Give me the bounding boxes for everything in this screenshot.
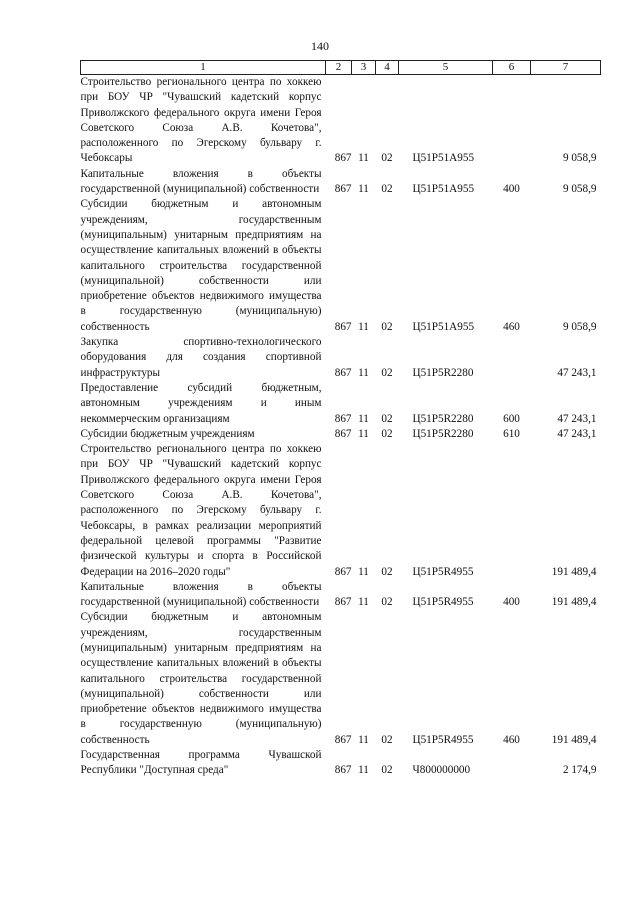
table-row: [81, 610, 601, 748]
row-name: Государственная программа Чувашской Республики "Доступная среда": [80, 749, 322, 777]
table-row: [81, 381, 601, 427]
table-row: [81, 580, 601, 611]
row-gr: 867: [334, 733, 352, 746]
column-header-pr: 4: [376, 61, 399, 75]
column-header-cs: 5: [399, 61, 493, 75]
row-cs: Ц51P5R2280: [412, 366, 474, 379]
table-row: [81, 427, 601, 442]
row-pr: 02: [381, 565, 393, 578]
row-gr: 867: [334, 596, 352, 609]
row-cs: Ц51P5R2280: [412, 427, 474, 440]
row-vr: [493, 335, 531, 381]
row-vr: 400: [503, 596, 520, 609]
row-sum: 191 489,4: [551, 733, 597, 746]
row-cs: Ц51P5R2280: [412, 412, 474, 425]
column-header-gr: 2: [326, 61, 352, 75]
row-rz: 11: [358, 733, 369, 746]
row-rz: 11: [358, 152, 369, 165]
row-gr: 867: [334, 427, 352, 440]
row-vr: [493, 748, 531, 779]
row-cs: Ц51P5R4955: [412, 565, 474, 578]
row-rz: 11: [358, 565, 369, 578]
row-pr: 02: [381, 366, 393, 379]
row-cs: Ч800000000: [412, 764, 471, 777]
table-row: [81, 167, 601, 198]
row-vr: 460: [503, 733, 520, 746]
column-header-rz: 3: [352, 61, 376, 75]
row-name: Субсидии бюджетным и автономным учреждениям, государственным (муниципальным) унитарным предприятиям на осуществление капитальных вложений в объекты капитального строительства государственной (муниципальной) собственности или приобретение объектов недвижимого имущества в государственную (муниципальную) собственность: [80, 198, 322, 333]
row-rz: 11: [358, 427, 369, 440]
row-rz: 11: [358, 596, 369, 609]
row-name: Предоставление субсидий бюджетным, автономным учреждениям и иным некоммерческим организациям: [80, 381, 322, 425]
row-sum: 47 243,1: [557, 427, 597, 440]
table-row: [81, 442, 601, 580]
row-sum: 9 058,9: [562, 183, 597, 196]
row-sum: 47 243,1: [557, 366, 597, 379]
row-cs: Ц51P5R4955: [412, 733, 474, 746]
row-sum: 9 058,9: [562, 152, 597, 165]
column-header-sum: 7: [531, 61, 601, 75]
row-vr: 400: [503, 183, 520, 196]
table-header: [81, 61, 601, 75]
row-pr: 02: [381, 183, 393, 196]
row-name: Капитальные вложения в объекты государственной (муниципальной) собственности: [80, 167, 322, 196]
table-row: [81, 335, 601, 381]
row-pr: 02: [381, 764, 393, 777]
row-sum: 47 243,1: [557, 412, 597, 425]
row-name: Закупка спортивно-технологического оборудования для создания спортивной инфраструктуры: [80, 336, 322, 379]
row-pr: 02: [381, 412, 393, 425]
page-number: 140: [311, 39, 329, 53]
row-sum: 2 174,9: [562, 764, 597, 777]
row-gr: 867: [334, 565, 352, 578]
row-name: Субсидии бюджетным и автономным учреждениям, государственным (муниципальным) унитарным предприятиям на осуществление капитальных вложений в объекты капитального строительства государственной (муниципальной) собственности или приобретение объектов недвижимого имущества в государственную (муниципальную) собственность: [80, 611, 322, 746]
row-vr: [493, 75, 531, 167]
row-name: Капитальные вложения в объекты государственной (муниципальной) собственности: [80, 580, 322, 609]
row-gr: 867: [334, 366, 352, 379]
row-pr: 02: [381, 733, 393, 746]
column-header-name: 1: [81, 61, 326, 75]
row-rz: 11: [358, 764, 369, 777]
row-gr: 867: [334, 412, 352, 425]
row-cs: Ц51P51A955: [412, 152, 475, 165]
row-sum: 9 058,9: [562, 320, 597, 333]
table-row: [81, 197, 601, 335]
row-gr: 867: [334, 764, 352, 777]
row-cs: Ц51P5R4955: [412, 596, 474, 609]
row-cs: Ц51P51A955: [412, 183, 475, 196]
row-vr: 610: [503, 427, 520, 440]
row-pr: 02: [381, 320, 393, 333]
row-vr: 600: [503, 412, 520, 425]
table-body: [81, 75, 601, 779]
row-pr: 02: [381, 596, 393, 609]
row-sum: 191 489,4: [551, 565, 597, 578]
row-sum: 191 489,4: [551, 596, 597, 609]
table-row: [81, 748, 601, 779]
row-rz: 11: [358, 412, 369, 425]
column-header-vr: 6: [493, 61, 531, 75]
row-name: Строительство регионального центра по хоккею при БОУ ЧР "Чувашский кадетский корпус Приволжского федерального округа имени Героя Советского Союза А.В. Кочетова", расположенного по Эгерскому бульвару г. Чебоксары, в рамках реализации мероприятий федеральной целевой программы "Развитие физической культуры и спорта в Российской Федерации на 2016–2020 годы": [80, 443, 322, 578]
row-rz: 11: [358, 366, 369, 379]
row-rz: 11: [358, 183, 369, 196]
row-name: Строительство регионального центра по хоккею при БОУ ЧР "Чувашский кадетский корпус Приволжского федерального округа имени Героя Советского Союза А.В. Кочетова", расположенного по Эгерскому бульвару г. Чебоксары: [80, 76, 322, 165]
row-cs: Ц51P51A955: [412, 320, 475, 333]
row-vr: 460: [503, 320, 520, 333]
row-vr: [493, 442, 531, 580]
row-name: Субсидии бюджетным учреждениям: [80, 427, 255, 440]
row-gr: 867: [334, 183, 352, 196]
row-gr: 867: [334, 320, 352, 333]
row-rz: 11: [358, 320, 369, 333]
row-pr: 02: [381, 427, 393, 440]
row-pr: 02: [381, 152, 393, 165]
row-gr: 867: [334, 152, 352, 165]
header-row: [81, 61, 601, 75]
budget-table: [80, 60, 601, 779]
table-row: [81, 75, 601, 167]
